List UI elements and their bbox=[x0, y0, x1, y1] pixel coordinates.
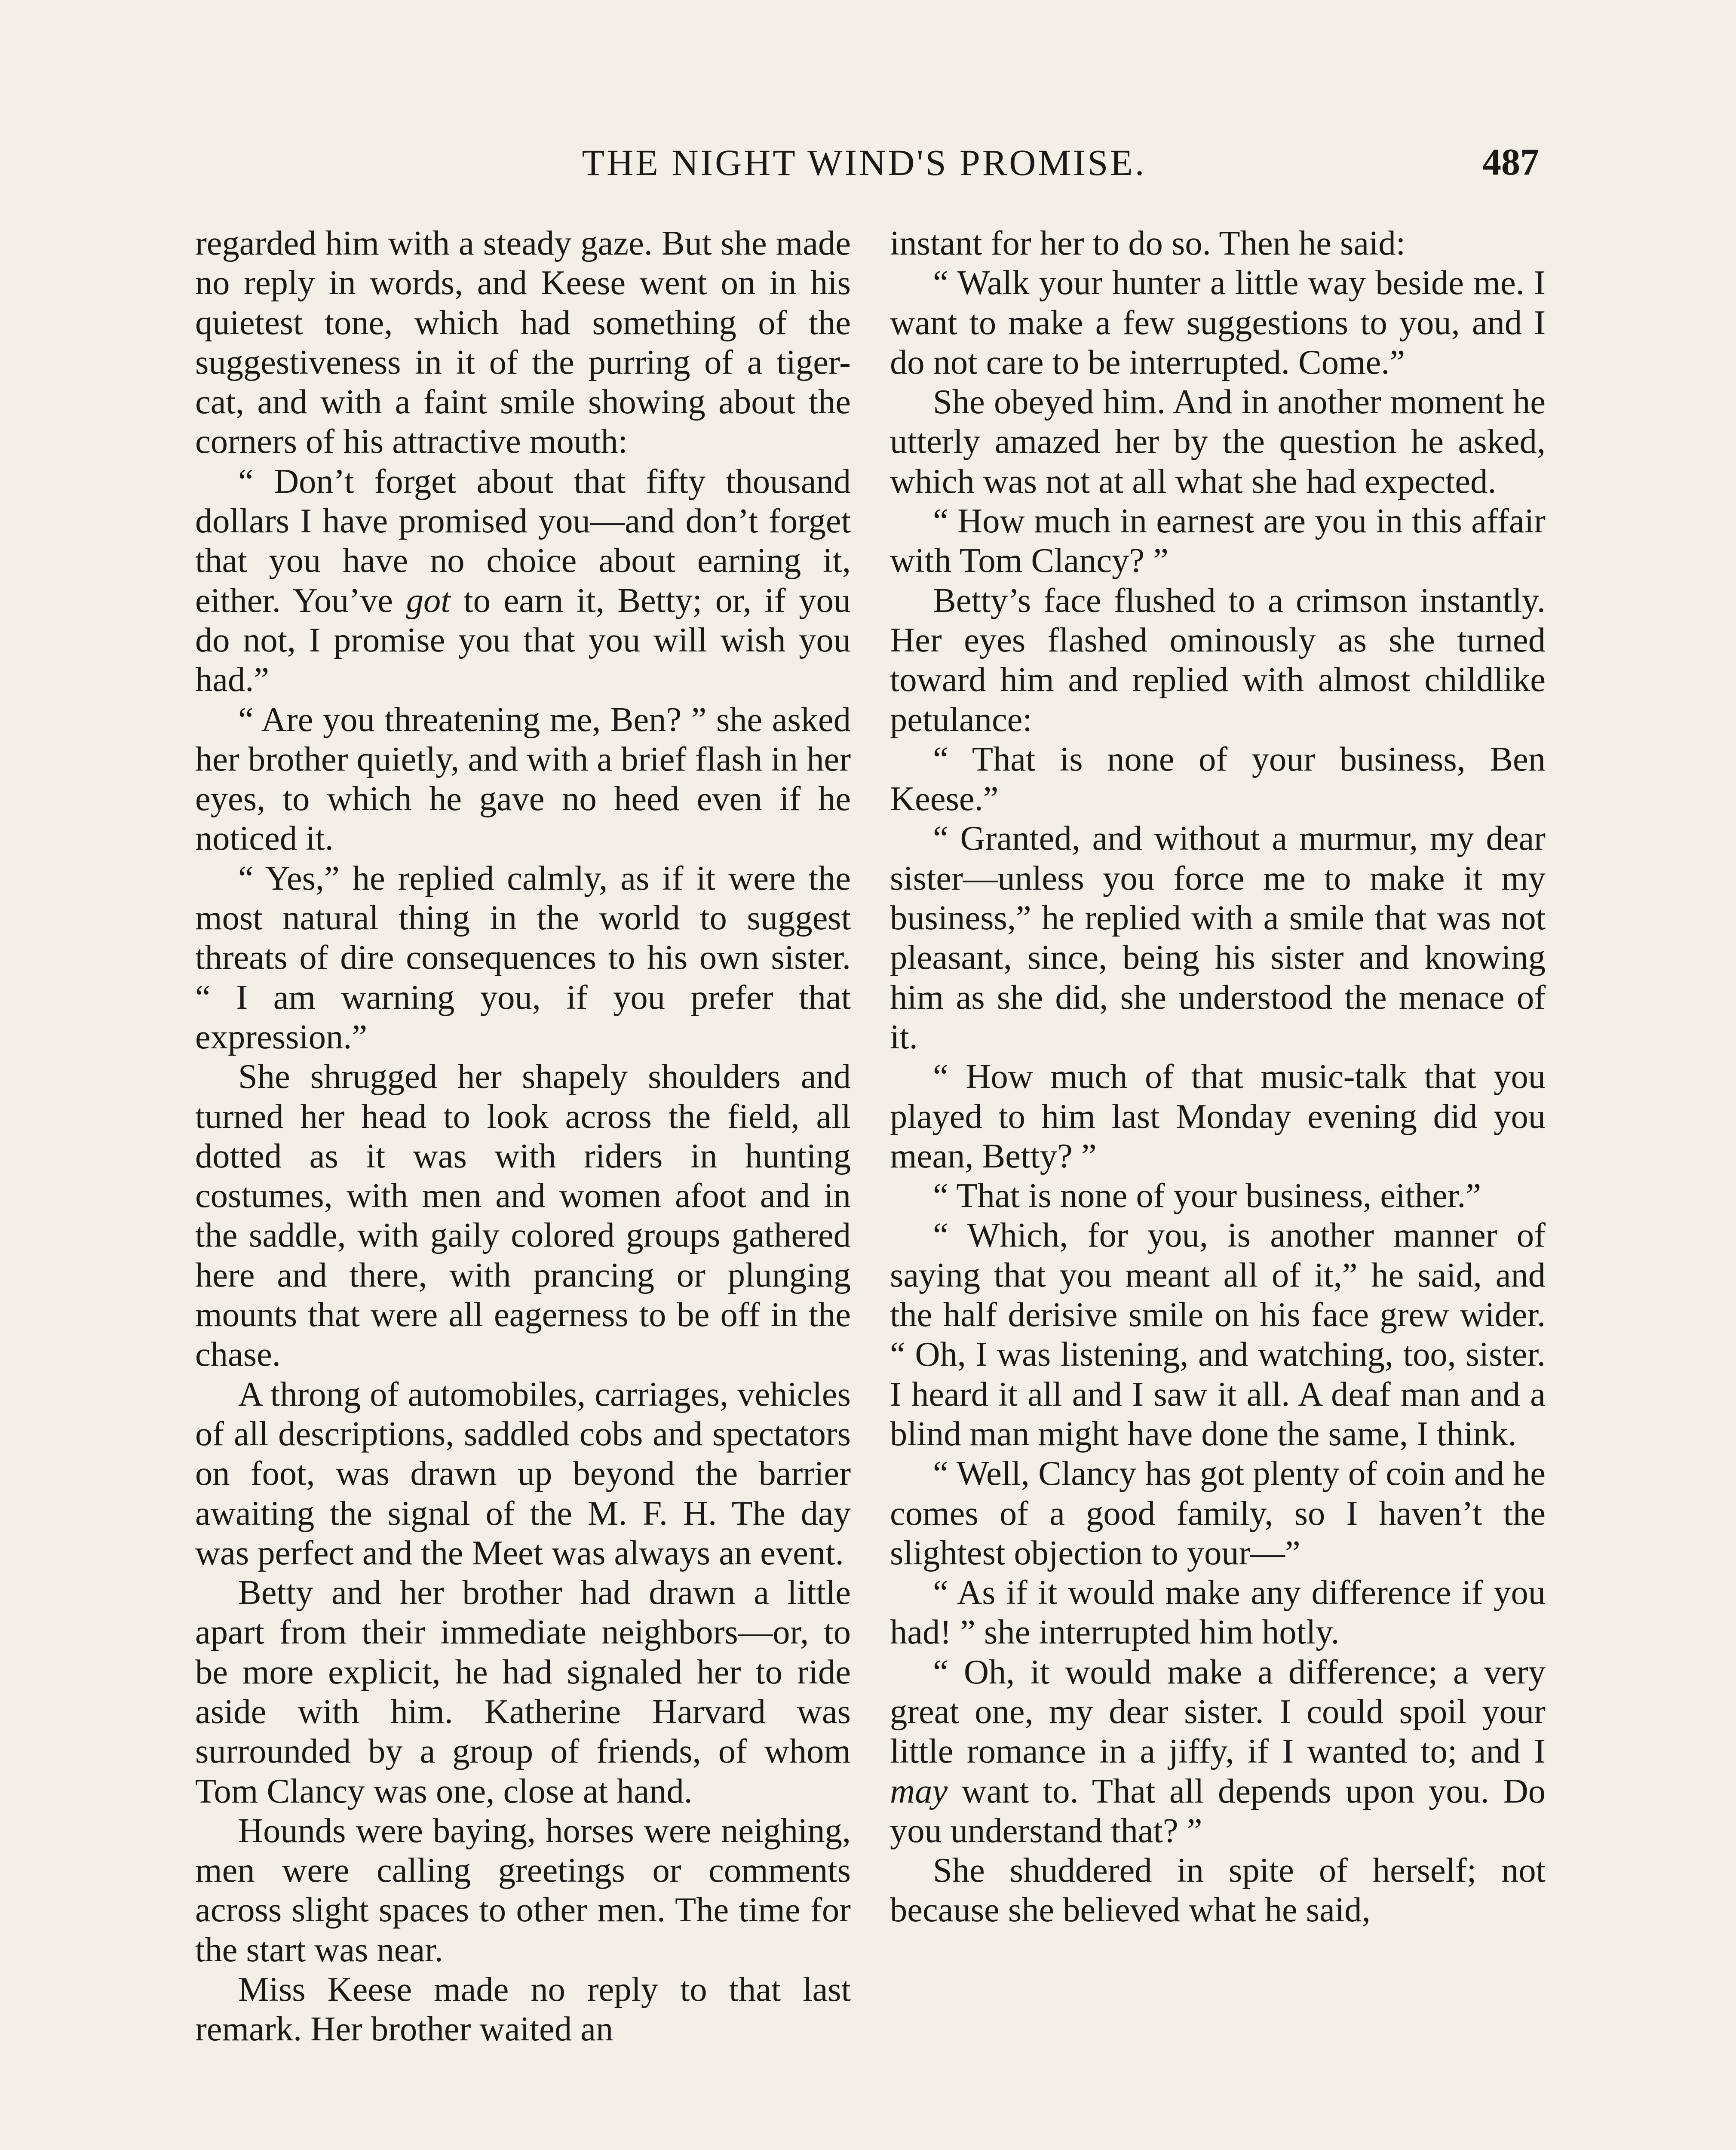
paragraph: “ That is none of your business, Ben Keese.” bbox=[890, 740, 1546, 818]
italic-word: may bbox=[890, 1772, 948, 1810]
paragraph: Betty’s face flushed to a crimson instantly. Her eyes flashed ominously as she turned toward him and replied with almost childlike petulance: bbox=[890, 581, 1546, 739]
paragraph: Betty and her brother had drawn a little apart from their immediate neighbors—or, to be more explicit, he had signaled her to ride aside with him. Katherine Harvard was surrounded by a group of friends, of whom Tom Clancy was one, close at hand. bbox=[195, 1573, 851, 1810]
paragraph: “ Well, Clancy has got plenty of coin and he comes of a good family, so I haven’t the slightest objection to your—” bbox=[890, 1454, 1546, 1572]
left-column bbox=[195, 224, 851, 2049]
paragraph: “ As if it would make any difference if you had! ” she interrupted him hotly. bbox=[890, 1573, 1546, 1652]
paragraph: Hounds were baying, horses were neighing, men were calling greetings or comments across slight spaces to other men. The time for the start was near. bbox=[195, 1811, 851, 1969]
paragraph: “ Don’t forget about that fifty thousand dollars I have promised you—and don’t forget that you have no choice about earning it, either. You’ve got to earn it, Betty; or, if you do not, I promise you that you will wish you had.” bbox=[195, 462, 851, 699]
page-header bbox=[189, 137, 1539, 188]
paragraph: A throng of automobiles, carriages, vehicles of all descriptions, saddled cobs and spectators on foot, was drawn up beyond the barrier awaiting the signal of the M. F. H. The day was perfect and the Meet was always an event. bbox=[195, 1375, 851, 1572]
paragraph: “ Walk your hunter a little way beside me. I want to make a few suggestions to you, and I do not care to be interrupted. Come.” bbox=[890, 264, 1546, 381]
paragraph: “ How much in earnest are you in this affair with Tom Clancy? ” bbox=[890, 502, 1546, 580]
paragraph: “ Are you threatening me, Ben? ” she asked her brother quietly, and with a brief flash in her eyes, to which he gave no heed even if he noticed it. bbox=[195, 700, 851, 858]
paragraph: Miss Keese made no reply to that last remark. Her brother waited an bbox=[195, 1970, 851, 2049]
paragraph: “ That is none of your business, either.” bbox=[933, 1176, 1481, 1215]
paragraph: instant for her to do so. Then he said: bbox=[890, 224, 1406, 262]
paragraph: “ Granted, and without a murmur, my dear sister—unless you force me to make it my business,” he replied with a smile that was not pleasant, since, being his sister and knowing him as she did, she understood the menace of it. bbox=[890, 819, 1546, 1056]
paragraph: “ How much of that music-talk that you played to him last Monday evening did you mean, Betty? ” bbox=[890, 1057, 1546, 1175]
paragraph: “ Yes,” he replied calmly, as if it were the most natural thing in the world to suggest threats of dire consequences to his own sister. “ I am warning you, if you prefer that expression.” bbox=[195, 859, 851, 1056]
paragraph: She obeyed him. And in another moment he utterly amazed her by the question he asked, which was not at all what she had expected. bbox=[890, 383, 1546, 501]
italic-word: got bbox=[406, 581, 451, 620]
paragraph: “ Which, for you, is another manner of saying that you meant all of it,” he said, and the half derisive smile on his face grew wider. “ Oh, I was listening, and watching, too, sister. I heard it all and I saw it all. A deaf man and a blind man might have done the same, I think. bbox=[890, 1216, 1546, 1453]
paragraph: She shrugged her shapely shoulders and turned her head to look across the field, all dotted as it was with riders in hunting costumes, with men and women afoot and in the saddle, with gaily colored groups gathered here and there, with prancing or plunging mounts that were all eagerness to be off in the chase. bbox=[195, 1057, 851, 1374]
page-number: 487 bbox=[1482, 141, 1539, 183]
right-column bbox=[890, 224, 1546, 1930]
paragraph: regarded him with a steady gaze. But she made no reply in words, and Keese went on in his quietest tone, which had something of the suggestiveness in it of the purring of a tiger-cat, and with a faint smile showing about the corners of his attractive mouth: bbox=[195, 224, 851, 461]
running-title: THE NIGHT WIND'S PROMISE. bbox=[582, 142, 1147, 183]
paragraph: “ Oh, it would make a difference; a very great one, my dear sister. I could spoil your little romance in a jiffy, if I wanted to; and I may want to. That all depends upon you. Do you understand that? ” bbox=[890, 1652, 1546, 1850]
paragraph: She shuddered in spite of herself; not because she believed what he said, bbox=[890, 1851, 1546, 1929]
